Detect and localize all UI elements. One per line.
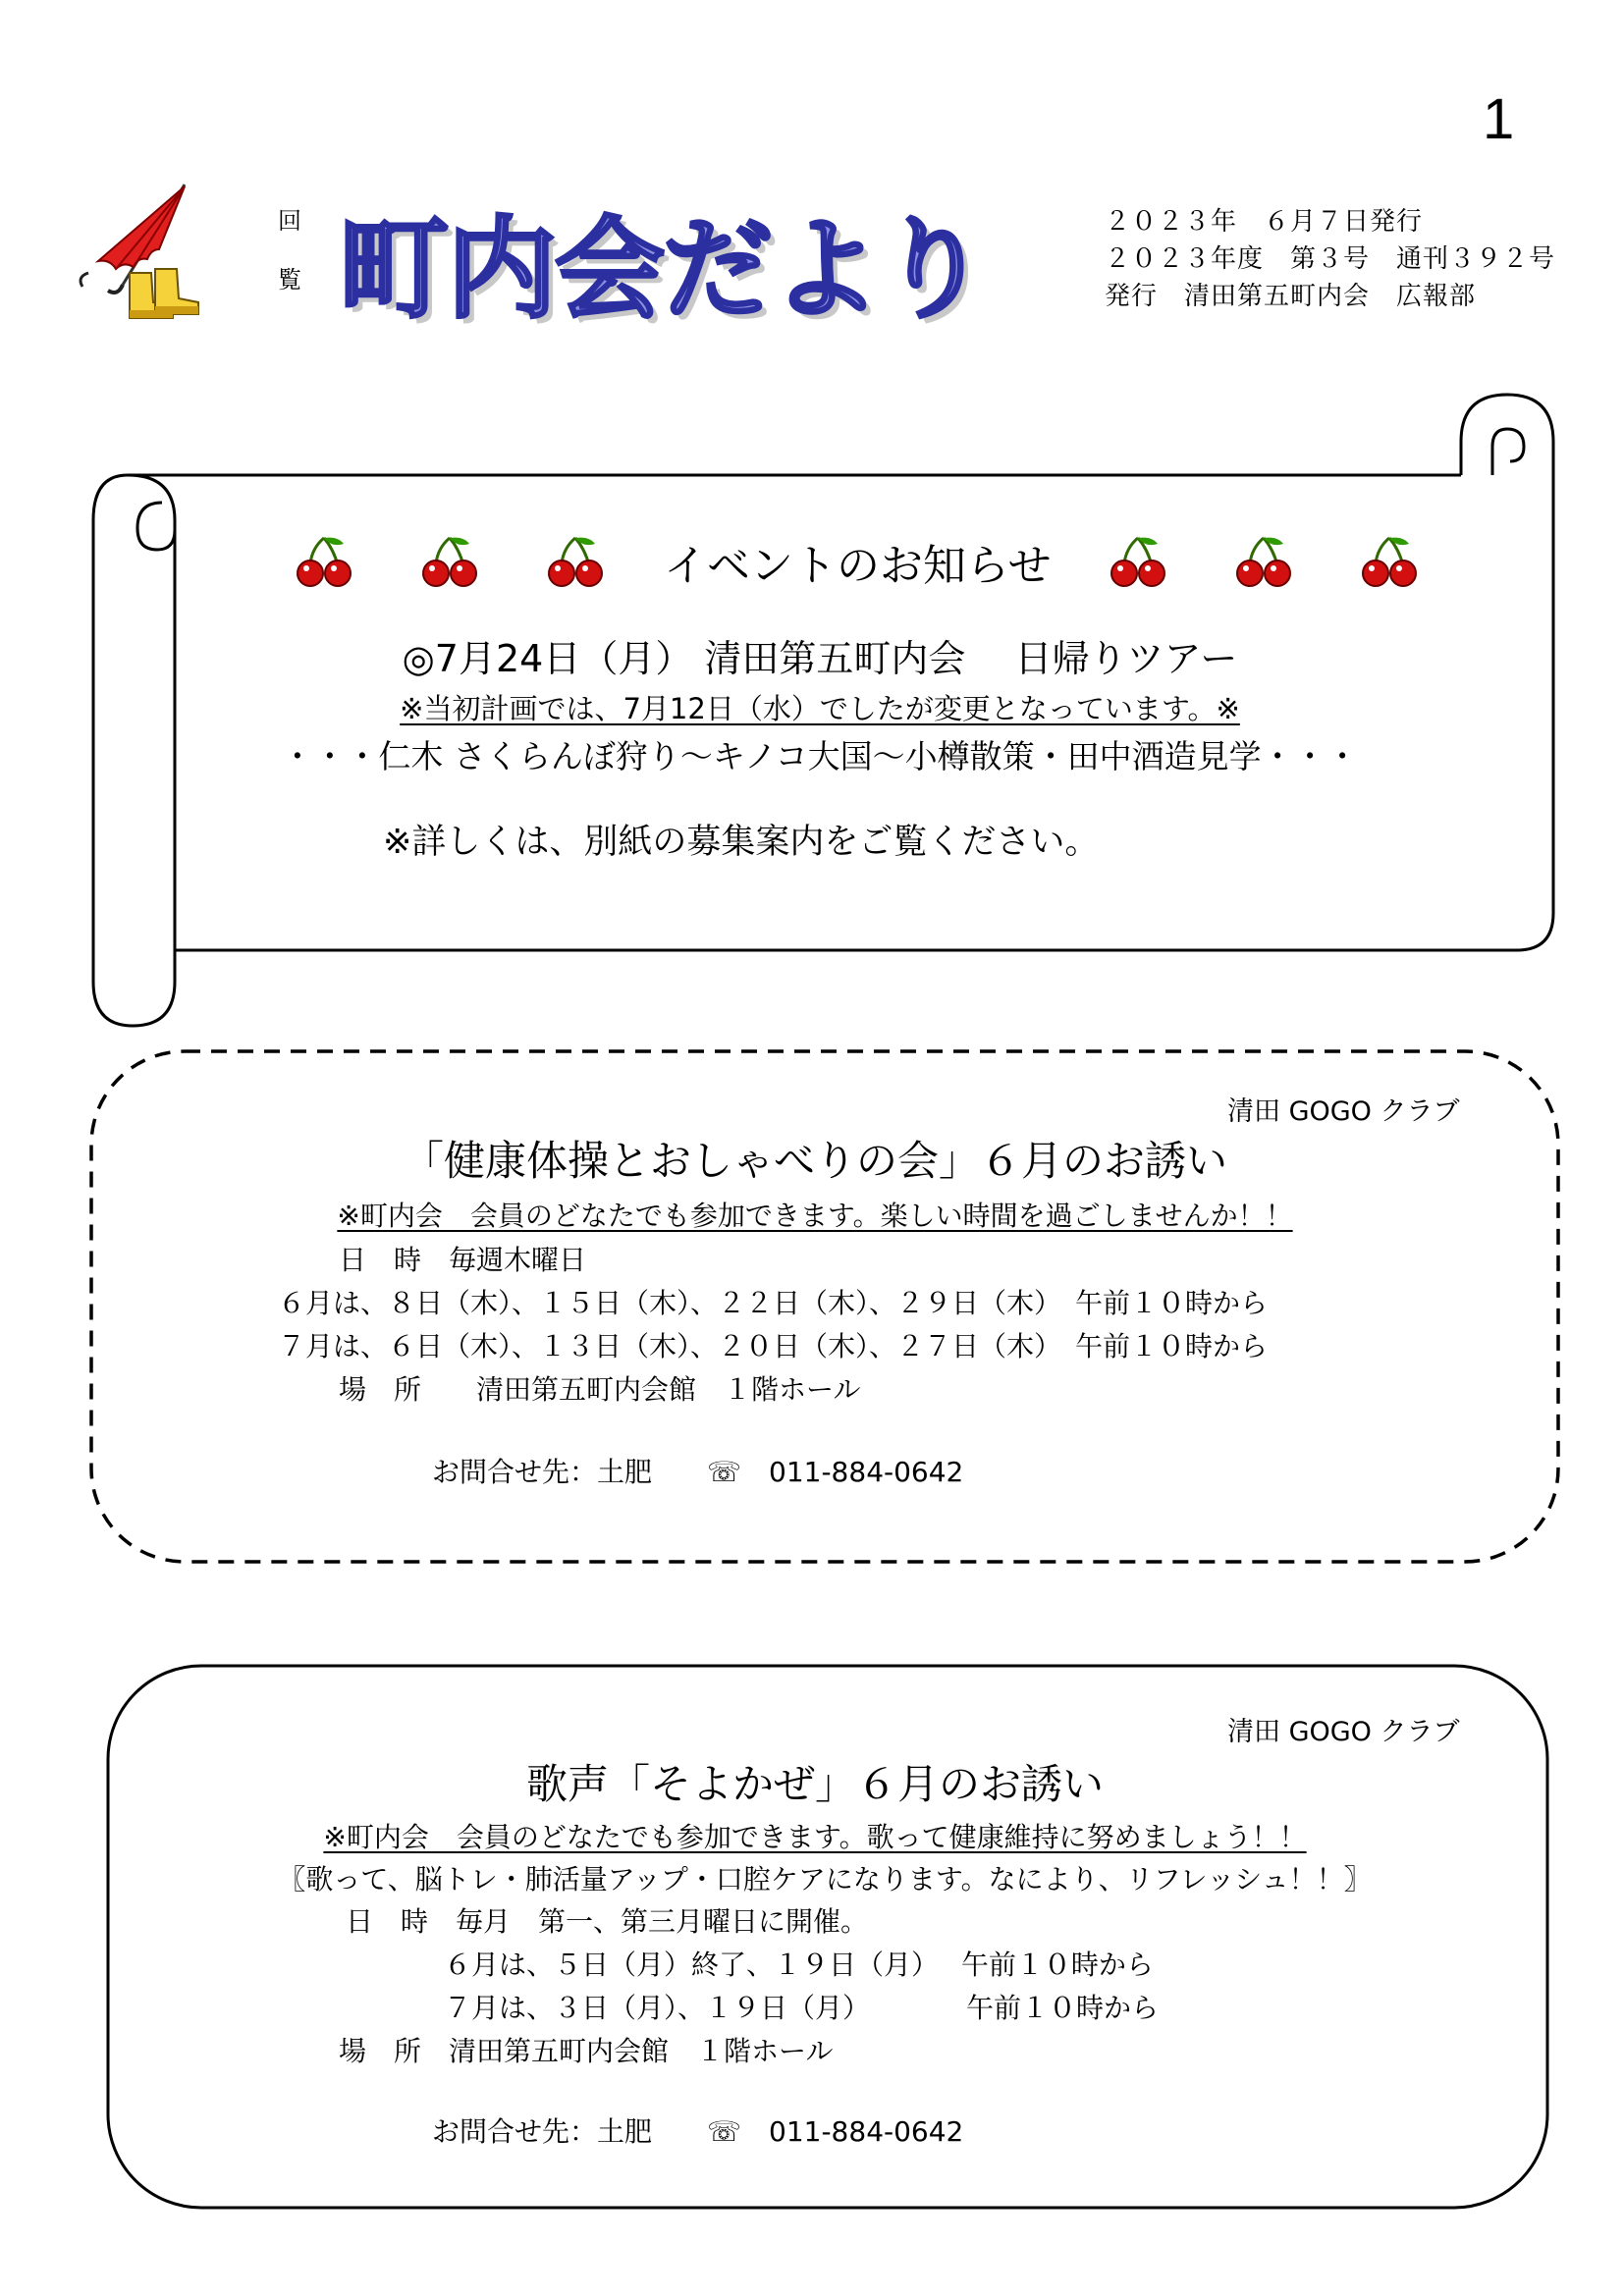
- song-club-benefit: 〖歌って、脳トレ・肺活量アップ・口腔ケアになります。なにより、リフレッシュ！！〗: [278, 1863, 1372, 1896]
- health-club-org: 清田 GOGO クラブ: [1227, 1096, 1460, 1127]
- cherry-icon: [1360, 534, 1421, 589]
- page-number: 1: [1483, 87, 1515, 151]
- health-club-note: ※町内会 会員のどなたでも参加できます。楽しい時間を過ごしませんか！！: [337, 1200, 1293, 1232]
- issue-date: ２０２３年 ６月７日発行: [1105, 207, 1424, 237]
- health-club-june: ６月は、８日（木）、１５日（木）、２２日（木）、２９日（木） 午前１０時から: [278, 1287, 1269, 1319]
- song-club-june: ６月は、５日（月）終了、１９日（月） 午前１０時から: [444, 1949, 1154, 1981]
- event-route: ・・・仁木 さくらんぼ狩り～キノコ大国～小樽散策・田中酒造見学・・・: [281, 737, 1359, 775]
- newsletter-title: 町内会だより: [339, 206, 987, 334]
- issue-number: ２０２３年度 第３号 通刊３９２号: [1105, 244, 1556, 274]
- event-change-note: ※当初計画では、7月12日（水）でしたが変更となっています。※: [400, 692, 1240, 725]
- kairan-char-2: 覧: [278, 266, 301, 294]
- cherry-icon: [1109, 534, 1169, 589]
- cherry-icon: [546, 534, 607, 589]
- song-club-title: 歌声「そよかぜ」６月のお誘い: [525, 1760, 1104, 1808]
- cherry-icon: [420, 534, 481, 589]
- song-club-july: ７月は、３日（月）、１９日（月） 午前１０時から: [444, 1992, 1160, 2024]
- event-date-line: ◎7月24日（月） 清田第五町内会 日帰りツアー: [402, 637, 1238, 680]
- health-club-july: ７月は、６日（木）、１３日（木）、２０日（木）、２７日（木） 午前１０時から: [278, 1330, 1269, 1362]
- event-detail-note: ※詳しくは、別紙の募集案内をご覧ください。: [383, 823, 1100, 862]
- cherry-icon: [1234, 534, 1295, 589]
- event-heading-row: [295, 530, 1316, 593]
- event-heading: イベントのお知らせ: [664, 541, 1052, 591]
- cherry-icon: [295, 534, 355, 589]
- song-club-contact: お問合せ先：土肥 ☏ 011-884-0642: [432, 2115, 964, 2148]
- issue-publisher: 発行 清田第五町内会 広報部: [1105, 282, 1477, 311]
- song-club-place: 場 所 清田第五町内会館 １階ホール: [339, 2035, 834, 2067]
- health-club-contact: お問合せ先：土肥 ☏ 011-884-0642: [432, 1456, 964, 1488]
- kairan-char-1: 回: [278, 207, 301, 235]
- health-club-place: 場 所 清田第五町内会館 １階ホール: [339, 1373, 861, 1406]
- health-club-datetime: 日 時 毎週木曜日: [339, 1244, 587, 1276]
- song-club-note: ※町内会 会員のどなたでも参加できます。歌って健康維持に努めましょう！！: [323, 1821, 1307, 1853]
- song-club-org: 清田 GOGO クラブ: [1227, 1717, 1460, 1747]
- health-club-title: 「健康体操とおしゃべりの会」６月のお誘い: [402, 1137, 1227, 1185]
- song-club-datetime: 日 時 毎月 第一、第三月曜日に開催。: [346, 1905, 869, 1938]
